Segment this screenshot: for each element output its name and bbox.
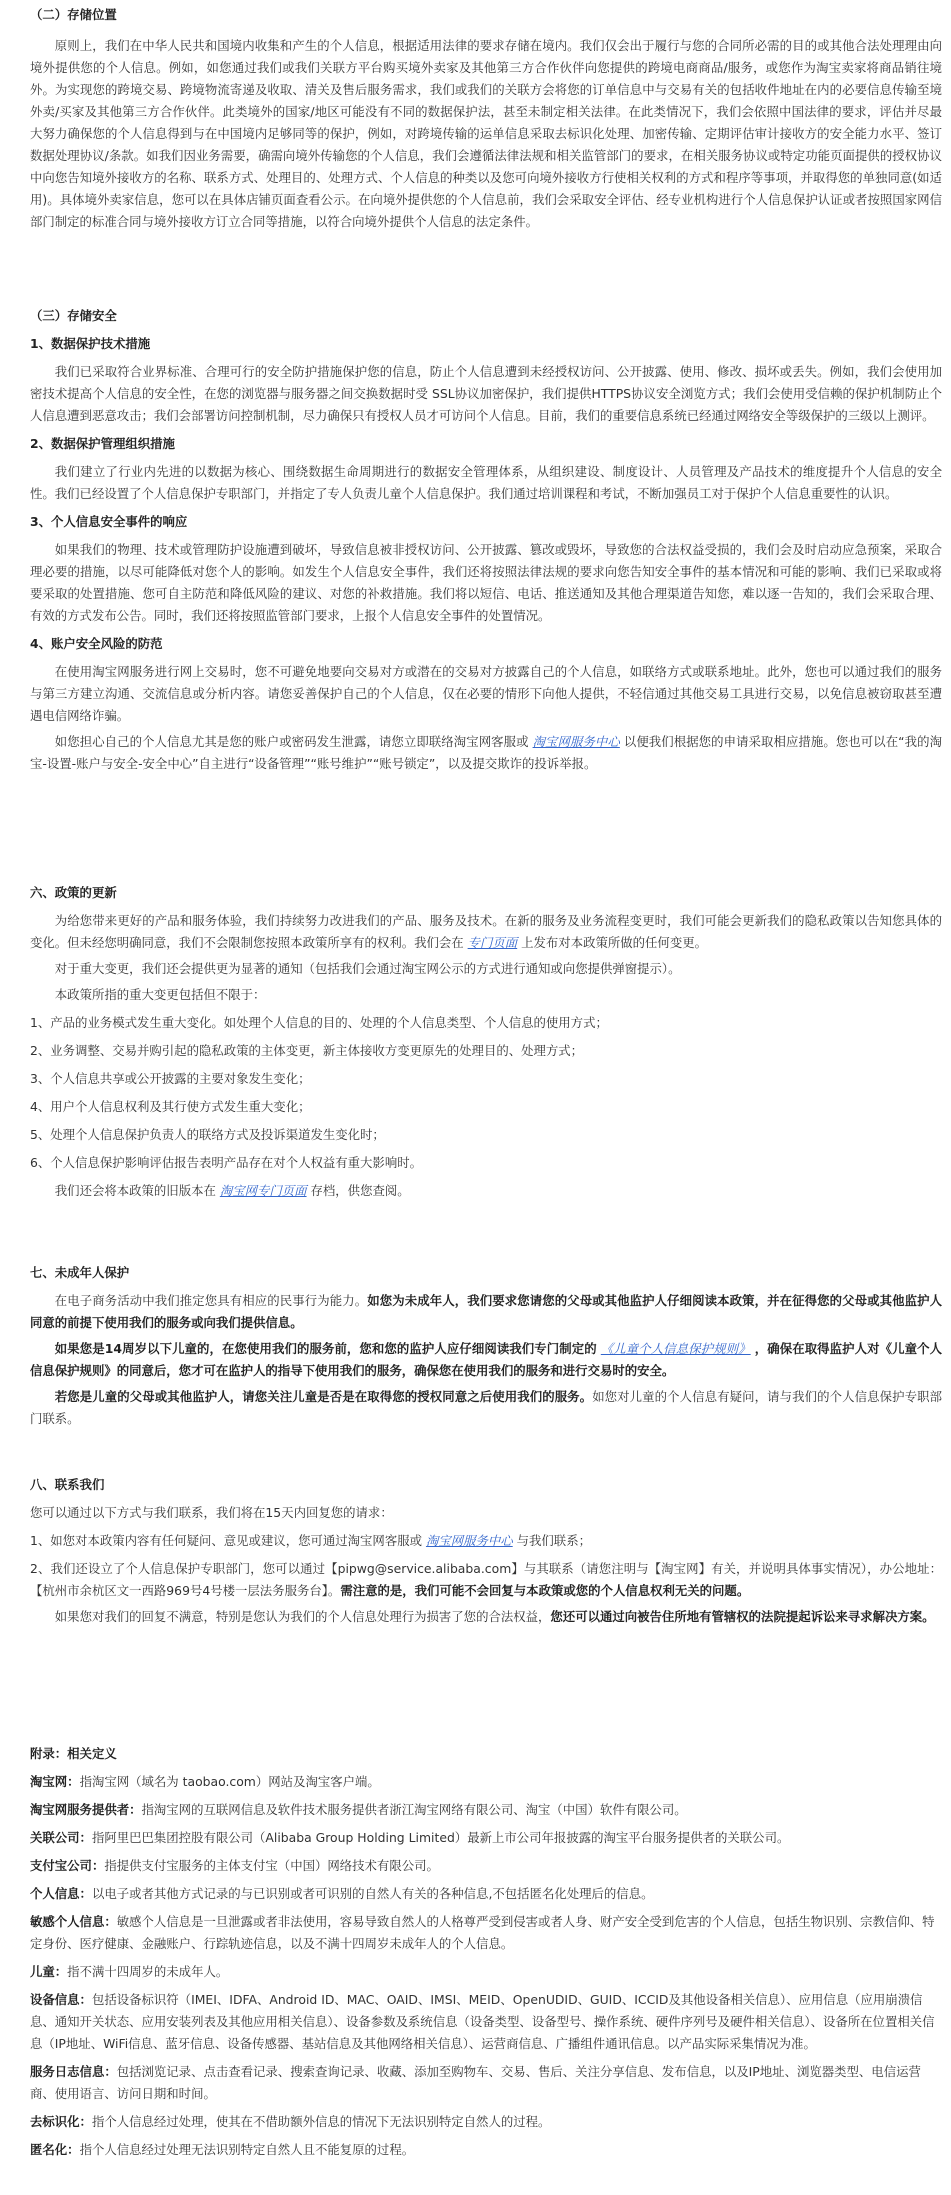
section-title: 八、联系我们 (30, 1477, 105, 1492)
bold-text: 如您为未成年人，我们要求您请您的父母或其他监护人仔细阅读本政策，并在征得您的父母或其他监护人同意的前提下使用我们的服务或向我们提供信息。 (30, 1293, 943, 1330)
definition-term: 去标识化： (30, 2114, 92, 2129)
text: 为给您带来更好的产品和服务体验，我们持续努力改进我们的产品、服务及技术。在新的服务及业务流程变更时，我们可能会更新我们的隐私政策以告知您具体的变化。但未经您明确同意，我们不会限制您按照本政策所享有的权利。我们会在 (30, 913, 942, 950)
definition-text: 指个人信息经过处理，使其在不借助额外信息的情况下无法识别特定自然人的过程。 (91, 2114, 551, 2129)
definition-term: 敏感个人信息： (30, 1914, 117, 1929)
bold-text: 若您是儿童的父母或其他监护人，请您关注儿童是否是在取得您的授权同意之后使用我们的服务。 (54, 1389, 593, 1404)
bold-text: 您还可以通过向被告住所地有管辖权的法院提起诉讼来寻求解决方案。 (550, 1609, 935, 1624)
definition-term: 服务日志信息： (30, 2064, 117, 2079)
child-privacy-rules-link[interactable]: 《儿童个人信息保护规则》 (600, 1341, 751, 1356)
paragraph (30, 1290, 942, 1334)
paragraph: 原则上，我们在中华人民共和国境内收集和产生的个人信息，根据适用法律的要求存储在境内。我们仅会出于履行与您的合同所必需的目的或其他合法处理理由向境外提供您的个人信息。例如，如您通过我们或我们关联方平台购买境外卖家及其他第三方合作伙伴向您提供的跨境电商商品/服务，或您作为淘宝卖家将商品销往境外。为实现您的跨境交易、跨境物流寄递及收取、清关及售后服务需求，我们或我们的关联方会将您的订单信息中与交易有关的包括收件地址在内的必要信息传输至境外卖/买家及其他第三方合作伙伴。此类境外的国家/地区可能没有不同的数据保护法，甚至未制定相关法律。在此类情况下，我们会依照中国法律的要求，评估并尽最大努力确保您的个人信息得到与在中国境内足够同等的保护，例如，对跨境传输的运单信息采取去标识化处理、加密传输、定期评估审计接收方的安全能力水平、签订数据处理协议/条款。如我们因业务需要，确需向境外传输您的个人信息，我们会遵循法律法规和相关监管部门的要求，在相关服务协议或特定功能页面提供的授权协议中向您告知境外接收方的名称、联系方式、处理目的、处理方式、个人信息的种类以及您可向境外接收方行使相关权利的方式和程序等事项，并取得您的单独同意(如适用)。具体境外卖家信息，您可以在具体店铺页面查看公示。在向境外提供您的个人信息前，我们会采取安全评估、经专业机构进行个人信息保护认证或者按照国家网信部门制定的标准合同与境外接收方订立合同等措施，以符合向境外提供个人信息的法定条件。 (30, 38, 942, 229)
text: 如您对儿童的个人信息有疑问，请与我们的个人信息保护专职部门联系。 (30, 1389, 943, 1426)
definition-term: 个人信息： (30, 1886, 92, 1901)
dedicated-page-link[interactable]: 专门页面 (467, 935, 518, 950)
list-item: 6、个人信息保护影响评估报告表明产品存在对个人权益有重大影响时。 (30, 1155, 422, 1170)
list-item: 1、产品的业务模式发生重大变化。如处理个人信息的目的、处理的个人信息类型、个人信息的使用方式； (30, 1015, 608, 1030)
definition-term: 关联公司： (30, 1830, 92, 1845)
text: 1、如您对本政策内容有任何疑问、意见或建议，您可通过淘宝网客服或 (30, 1533, 422, 1548)
paragraph (30, 1386, 942, 1430)
text: 2、我们还设立了个人信息保护专职部门，您可以通过【pipwg@service.alibaba.com】与其联系（请您注明与【淘宝网】有关，并说明具体事实情况），办公地址：【杭州市余杭区文一西路969号4号楼一层法务服务台】。 (30, 1561, 942, 1598)
list-item: 3、个人信息共享或公开披露的主要对象发生变化； (30, 1071, 311, 1086)
definition-text: 包括浏览记录、点击查看记录、搜索查询记录、收藏、添加至购物车、交易、售后、关注分享信息、发布信息，以及IP地址、浏览器类型、电信运营商、使用语言、访问日期和时间。 (30, 2064, 921, 2101)
subsection-title: 1、数据保护技术措施 (30, 336, 151, 351)
definition-text: 敏感个人信息是一旦泄露或者非法使用，容易导致自然人的人格尊严受到侵害或者人身、财产安全受到危害的个人信息，包括生物识别、宗教信仰、特定身份、医疗健康、金融账户、行踪轨迹信息，以及不满十四周岁未成年人的个人信息。 (30, 1914, 935, 1951)
definition-item (30, 2139, 942, 2161)
definition-item (30, 1911, 942, 1955)
text: 与我们联系； (516, 1533, 591, 1548)
definition-text: 指个人信息经过处理无法识别特定自然人且不能复原的过程。 (79, 2142, 415, 2157)
bold-text: ，确保在取得监护人对《儿童个人信息保护规则》的同意后，您才可在监护人的指导下使用我们的服务，确保您在使用我们的服务和进行交易时的安全。 (30, 1341, 942, 1378)
definition-item (30, 1883, 942, 1905)
taobao-archive-page-link[interactable]: 淘宝网专门页面 (219, 1183, 307, 1198)
text: 上发布对本政策所做的任何变更。 (521, 935, 707, 950)
definition-item (30, 1855, 942, 1877)
taobao-service-center-link[interactable]: 淘宝网服务中心 (532, 734, 620, 749)
definition-term: 淘宝网： (30, 1774, 80, 1789)
definition-term: 儿童： (30, 1964, 68, 1979)
paragraph: 如果我们的物理、技术或管理防护设施遭到破坏，导致信息被非授权访问、公开披露、篡改或毁坏，导致您的合法权益受损的，我们会及时启动应急预案，采取合理必要的措施，以尽可能降低对您个人的影响。如发生个人信息安全事件，我们还将按照法律法规的要求向您告知安全事件的基本情况和可能的影响、我们已采取或将要采取的处置措施、您可自主防范和降低风险的建议、对您的补救措施。我们将以短信、电话、推送通知及其他合理渠道告知您，难以逐一告知的，我们会采取合理、有效的方式发布公告。同时，我们还将按照监管部门要求，上报个人信息安全事件的处置情况。 (30, 542, 942, 623)
text: 我们还会将本政策的旧版本在 (54, 1183, 216, 1198)
definition-term: 支付宝公司： (30, 1858, 105, 1873)
paragraph: 我们已采取符合业界标准、合理可行的安全防护措施保护您的信息，防止个人信息遭到未经授权访问、公开披露、使用、修改、损坏或丢失。例如，我们会使用加密技术提高个人信息的安全性，在您的浏览器与服务器之间交换数据时受 SSL协议加密保护，我们提供HTTPS协议安全浏览方式；我们会使用受信赖的保护机制防止个人信息遭到恶意攻击；我们会部署访问控制机制，尽力确保只有授权人员才可访问个人信息。目前，我们的重要信息系统已经通过网络安全等级保护的三级以上测评。 (30, 364, 942, 423)
text: 如果您对我们的回复不满意，特别是您认为我们的个人信息处理行为损害了您的合法权益， (54, 1609, 551, 1624)
section-title: （三）存储安全 (30, 308, 117, 323)
storage-location-section (30, 4, 942, 233)
paragraph: 在使用淘宝网服务进行网上交易时，您不可避免地要向交易对方或潜在的交易对方披露自己的个人信息，如联络方式或联系地址。此外，您也可以通过我们的服务与第三方建立沟通、交流信息或分析内容。请您妥善保护自己的个人信息，仅在必要的情形下向他人提供，不轻信通过其他交易工具进行交易，以免信息被窃取甚至遭遇电信网络诈骗。 (30, 664, 942, 723)
definition-term: 淘宝网服务提供者： (30, 1802, 142, 1817)
paragraph (30, 910, 942, 954)
definition-term: 设备信息： (30, 1992, 92, 2007)
bold-text: 需注意的是，我们可能不会回复与本政策或您的个人信息权利无关的问题。 (340, 1583, 750, 1598)
definition-text: 指阿里巴巴集团控股有限公司（Alibaba Group Holding Limited）最新上市公司年报披露的淘宝平台服务提供者的关联公司。 (91, 1830, 790, 1845)
paragraph: 您可以通过以下方式与我们联系，我们将在15天内回复您的请求： (30, 1505, 393, 1520)
appendix-definitions-section (30, 1743, 942, 2161)
list-item: 4、用户个人信息权利及其行使方式发生重大变化； (30, 1099, 311, 1114)
paragraph (30, 1180, 942, 1202)
definition-term: 匿名化： (30, 2142, 80, 2157)
definition-item (30, 1827, 942, 1849)
policy-update-section (30, 882, 942, 1202)
paragraph (30, 731, 942, 775)
section-title: 六、政策的更新 (30, 885, 117, 900)
storage-security-section (30, 305, 942, 775)
definition-text: 指淘宝网（域名为 taobao.com）网站及淘宝客户端。 (79, 1774, 380, 1789)
list-item (30, 1530, 942, 1552)
definition-item (30, 2061, 942, 2105)
text: 以便我们根据您的申请采取相应措施。您也可以在“我的淘宝-设置-账户与安全-安全中心”自主进行“设备管理”“账号维护”“账号锁定”，以及提交欺诈的投诉举报。 (30, 734, 942, 771)
subsection-title: 3、个人信息安全事件的响应 (30, 514, 188, 529)
definition-item (30, 1771, 942, 1793)
section-title: 附录：相关定义 (30, 1746, 117, 1761)
subsection-title: 4、账户安全风险的防范 (30, 636, 163, 651)
list-item: 2、业务调整、交易并购引起的隐私政策的主体变更，新主体接收方变更原先的处理目的、处理方式； (30, 1043, 584, 1058)
definition-text: 指淘宝网的互联网信息及软件技术服务提供者浙江淘宝网络有限公司、淘宝（中国）软件有限公司。 (141, 1802, 687, 1817)
definition-item (30, 1961, 942, 1983)
paragraph (30, 1338, 942, 1382)
text: 在电子商务活动中我们推定您具有相应的民事行为能力。 (54, 1293, 368, 1308)
text: 如您担心自己的个人信息尤其是您的账户或密码发生泄露，请您立即联络淘宝网客服或 (54, 734, 529, 749)
paragraph: 本政策所指的重大变更包括但不限于： (54, 987, 266, 1002)
definition-text: 包括设备标识符（IMEI、IDFA、Android ID、MAC、OAID、IMSI、MEID、OpenUDID、GUID、ICCID及其他设备相关信息）、应用信息（应用崩溃信息、通知开关状态、应用安装列表及其他应用相关信息）、设备参数及系统信息（设备类型、设备型号、操作系统、硬件序列号及硬件相关信息）、设备所在位置相关信息（IP地址、WiFi信息、蓝牙信息、设备传感器、基站信息及其他网络相关信息）、运营商信息、广播组件通讯信息。以产品实际采集情况为准。 (30, 1992, 935, 2051)
contact-section (30, 1474, 942, 1628)
list-item: 5、处理个人信息保护负责人的联络方式及投诉渠道发生变化时； (30, 1127, 385, 1142)
definition-item (30, 1989, 942, 2055)
definition-text: 指不满十四周岁的未成年人。 (67, 1964, 229, 1979)
section-title: （二）存储位置 (30, 7, 117, 22)
bold-text: 如果您是14周岁以下儿童的，在您使用我们的服务前，您和您的监护人应仔细阅读我们专门制定的 (54, 1341, 597, 1356)
paragraph: 我们建立了行业内先进的以数据为核心、围绕数据生命周期进行的数据安全管理体系，从组织建设、制度设计、人员管理及产品技术的维度提升个人信息的安全性。我们已经设置了个人信息保护专职部门，并指定了专人负责儿童个人信息保护。我们通过培训课程和考试，不断加强员工对于保护个人信息重要性的认识。 (30, 464, 942, 501)
taobao-service-center-link[interactable]: 淘宝网服务中心 (425, 1533, 513, 1548)
definition-item (30, 2111, 942, 2133)
minor-protection-section (30, 1262, 942, 1430)
subsection-title: 2、数据保护管理组织措施 (30, 436, 175, 451)
paragraph (30, 1606, 942, 1628)
text: 存档，供您查阅。 (310, 1183, 410, 1198)
definition-text: 指提供支付宝服务的主体支付宝（中国）网络技术有限公司。 (104, 1858, 439, 1873)
definition-item (30, 1799, 942, 1821)
definition-text: 以电子或者其他方式记录的与已识别或者可识别的自然人有关的各种信息,不包括匿名化处理后的信息。 (91, 1886, 654, 1901)
paragraph: 对于重大变更，我们还会提供更为显著的通知（包括我们会通过淘宝网公示的方式进行通知或向您提供弹窗提示）。 (54, 961, 681, 976)
section-title: 七、未成年人保护 (30, 1265, 130, 1280)
list-item (30, 1558, 942, 1602)
